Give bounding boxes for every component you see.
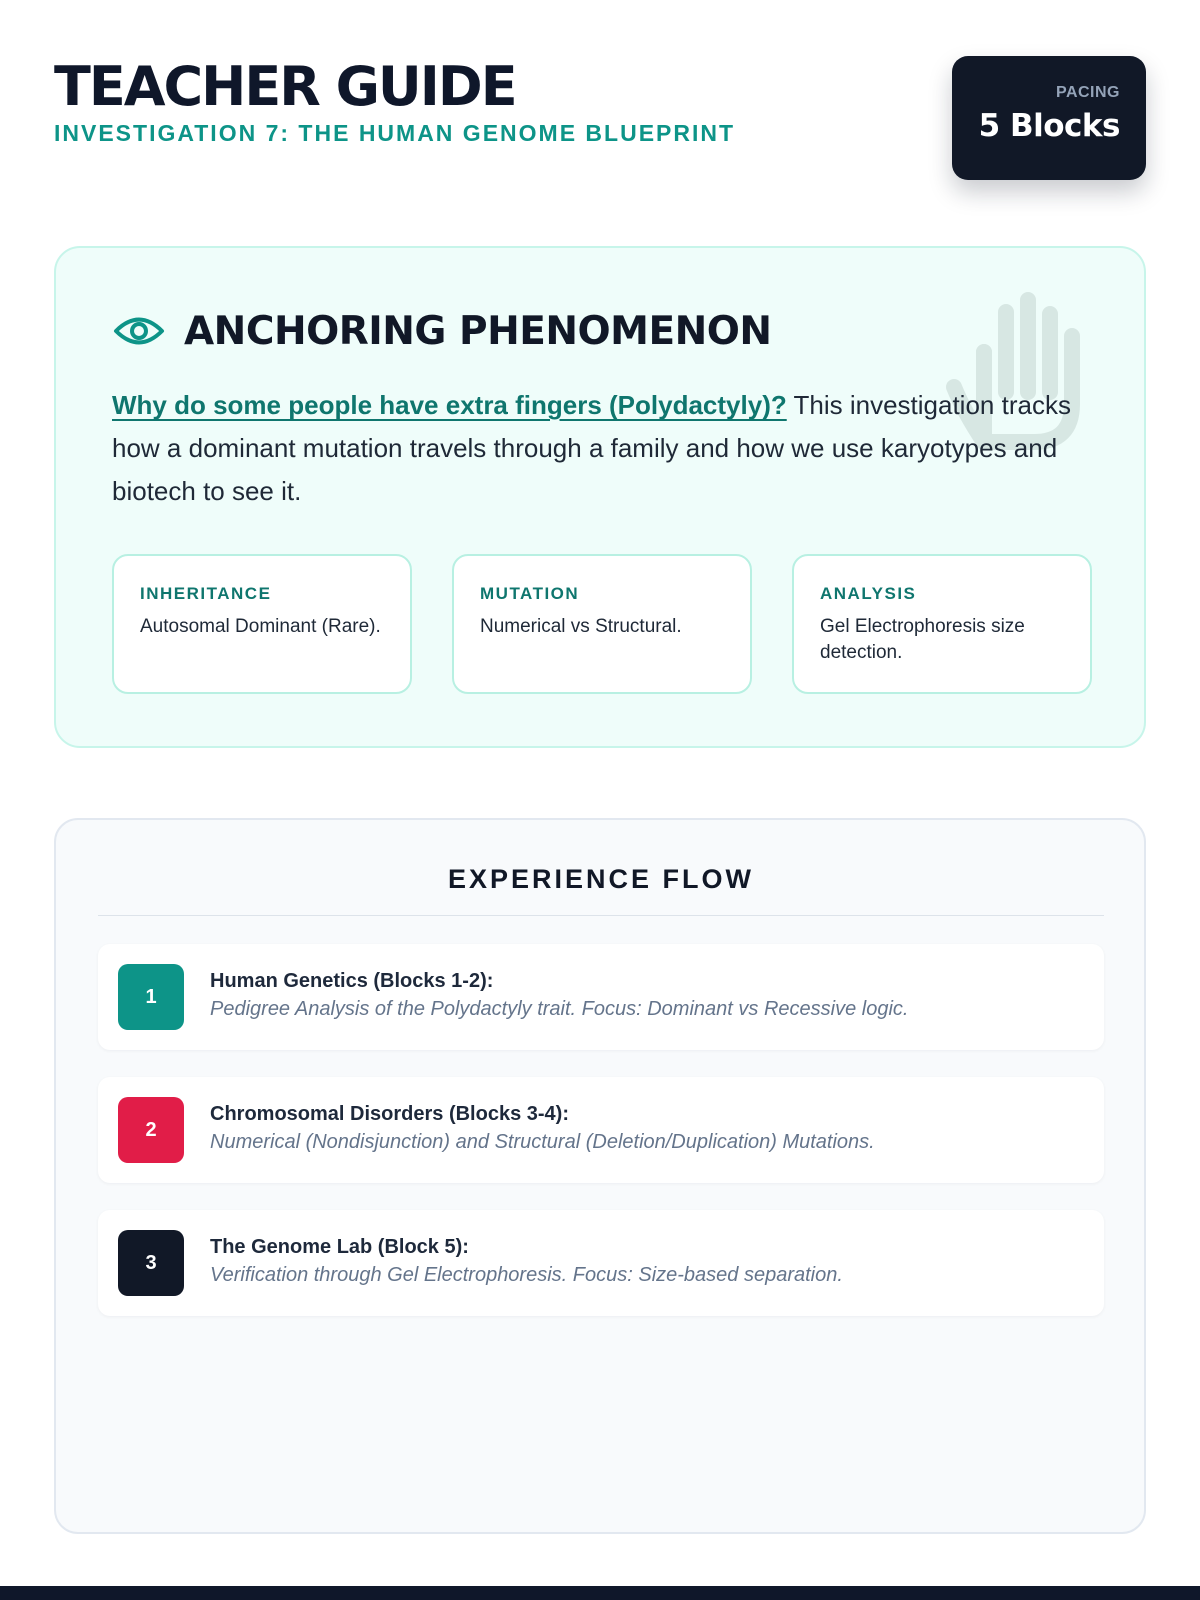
phenomenon-header — [112, 304, 772, 358]
pacing-label: PACING — [1055, 84, 1120, 101]
step-title: Human Genetics (Blocks 1-2): — [210, 970, 494, 992]
pacing-badge — [952, 56, 1146, 180]
experience-flow-panel — [54, 818, 1146, 1534]
step-description: Verification through Gel Electrophoresis. Focus: Size-based separation. — [210, 1264, 843, 1286]
step-number-badge: 1 — [118, 964, 184, 1030]
eye-icon — [112, 304, 166, 358]
experience-flow-title: EXPERIENCE FLOW — [447, 864, 755, 894]
flow-step-3 — [98, 1210, 1104, 1316]
page-title: TEACHER GUIDE — [54, 55, 516, 118]
concept-cards — [112, 554, 1092, 694]
phenomenon-question[interactable]: Why do some people have extra fingers (Polydactyly)? — [112, 390, 787, 420]
concept-card-analysis — [792, 554, 1092, 694]
page-subtitle: INVESTIGATION 7: THE HUMAN GENOME BLUEPRINT — [54, 120, 736, 146]
card-label: ANALYSIS — [820, 584, 917, 603]
step-title: Chromosomal Disorders (Blocks 3-4): — [210, 1103, 569, 1125]
card-text: Gel Electrophoresis size detection. — [820, 616, 1025, 663]
anchoring-phenomenon-panel — [54, 246, 1146, 748]
step-title: The Genome Lab (Block 5): — [210, 1236, 469, 1258]
card-label: INHERITANCE — [140, 584, 272, 603]
step-description: Pedigree Analysis of the Polydactyly trait. Focus: Dominant vs Recessive logic. — [210, 998, 909, 1020]
card-text: Autosomal Dominant (Rare). — [140, 616, 381, 637]
footer-bar — [0, 1586, 1200, 1600]
card-label: MUTATION — [480, 584, 580, 603]
flow-step-2 — [98, 1077, 1104, 1183]
page-header — [54, 56, 1146, 186]
flow-step-1 — [98, 944, 1104, 1050]
pacing-value: 5 Blocks — [978, 108, 1120, 144]
phenomenon-body-text: This investigation tracks how a dominant mutation travels through a family and how we use karyotypes and biotech to see it. — [112, 390, 1071, 506]
phenomenon-title: ANCHORING PHENOMENON — [184, 308, 772, 354]
phenomenon-description — [112, 384, 1072, 513]
step-number-badge: 2 — [118, 1097, 184, 1163]
step-number-badge: 3 — [118, 1230, 184, 1296]
step-description: Numerical (Nondisjunction) and Structural (Deletion/Duplication) Mutations. — [210, 1131, 875, 1153]
concept-card-inheritance — [112, 554, 412, 694]
card-text: Numerical vs Structural. — [480, 616, 682, 637]
concept-card-mutation — [452, 554, 752, 694]
divider — [98, 915, 1104, 916]
